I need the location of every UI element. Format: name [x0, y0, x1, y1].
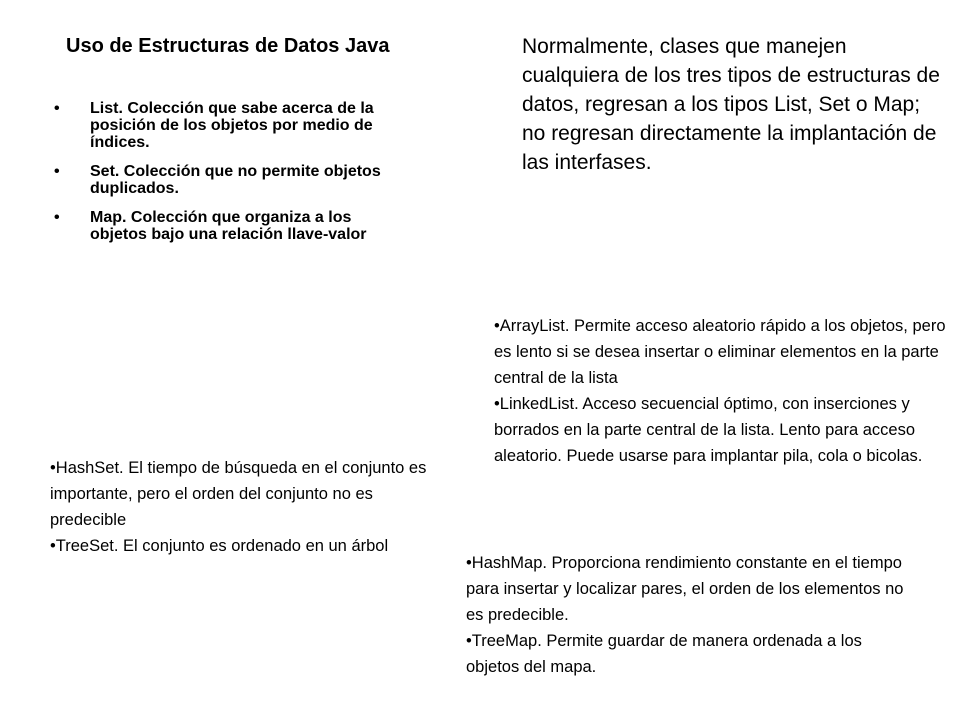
list-item-set: • Set. Colección que no permite objetos duplicados.	[54, 163, 384, 197]
list-item-map: • Map. Colección que organiza a los objetos bajo una relación llave-valor	[54, 209, 384, 243]
intro-paragraph: Normalmente, clases que manejen cualquiera de los tres tipos de estructuras de datos, regresan a los tipos List, Set o Map; no regresan directamente la implantación de las interfases.	[522, 35, 940, 174]
list-item-treeset: •TreeSet. El conjunto es ordenado en un árbol	[50, 537, 389, 555]
list-item-linkedlist: •LinkedList. Acceso secuencial óptimo, con inserciones y borrados en la parte central de la lista. Lento para acceso aleatorio. Puede usarse para implantar pila, cola o bicolas.	[494, 395, 923, 465]
list-item-treemap: •TreeMap. Permite guardar de manera ordenada a los objetos del mapa.	[466, 632, 862, 676]
slide-title: Uso de Estructuras de Datos Java	[66, 35, 390, 57]
list-item-hashmap: •HashMap. Proporciona rendimiento constante en el tiempo para insertar y localizar pares, el orden de los elementos no es predecible.	[466, 554, 904, 624]
list-item-hashset: •HashSet. El tiempo de búsqueda en el conjunto es importante, pero el orden del conjunto no es predecible	[50, 459, 427, 529]
map-implementations	[466, 550, 906, 680]
list-item-arraylist: •ArrayList. Permite acceso aleatorio rápido a los objetos, pero es lento si se desea insertar o eliminar elementos en la parte central de la lista	[494, 317, 946, 387]
list-item-list: • List. Colección que sabe acerca de la posición de los objetos por medio de índices.	[54, 100, 384, 151]
collection-types-list	[54, 100, 384, 255]
set-implementations	[50, 455, 450, 559]
list-implementations	[494, 313, 954, 469]
